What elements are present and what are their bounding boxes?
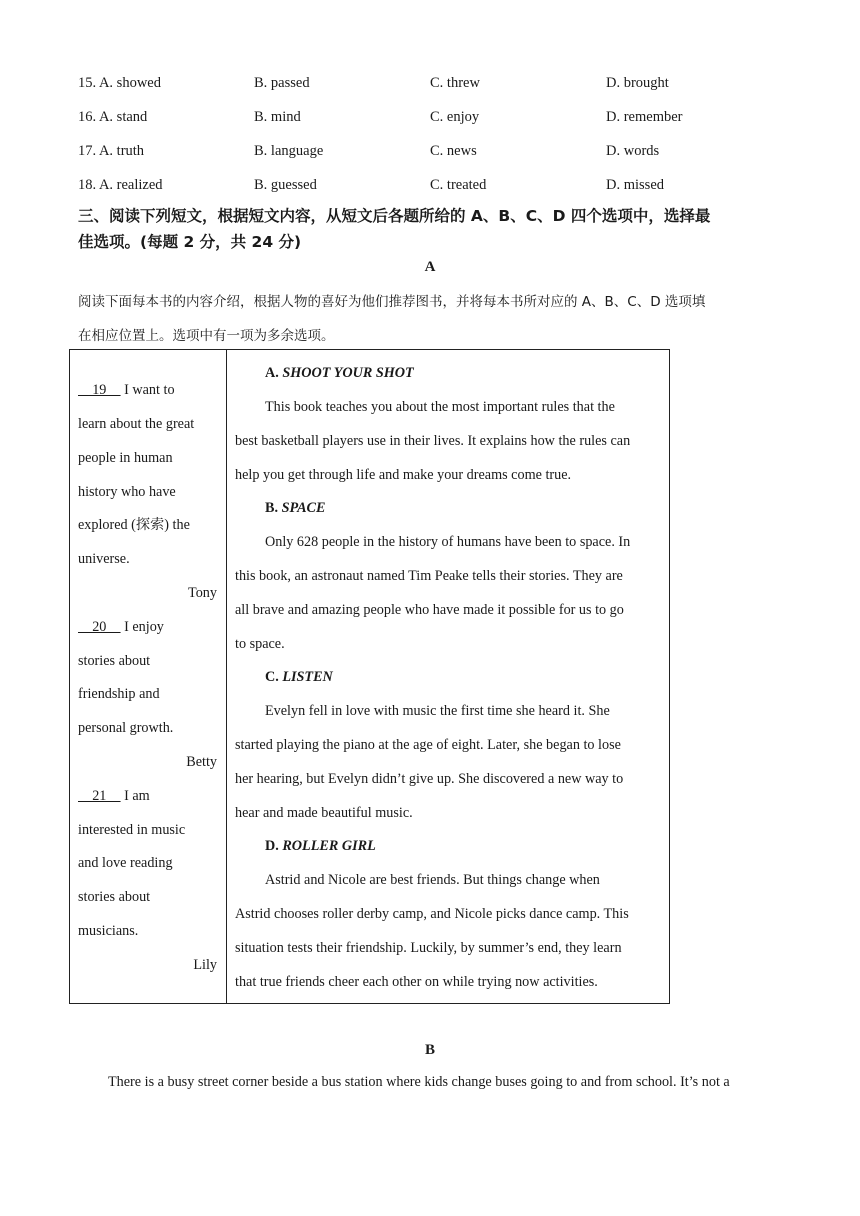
person-line: people in human: [78, 450, 173, 466]
book-title: C. LISTEN: [265, 669, 333, 685]
option-c: C. news: [430, 143, 477, 159]
book-line: started playing the piano at the age of eight. Later, she began to lose: [235, 737, 621, 753]
book-line: best basketball players use in their lives. It explains how the rules can: [235, 433, 631, 449]
person-line: 21 I am: [78, 788, 150, 804]
option-row: [78, 73, 798, 93]
book-line: Only 628 people in the history of humans have been to space. In: [265, 534, 631, 550]
option-b: B. guessed: [254, 177, 317, 193]
option-c: C. enjoy: [430, 109, 480, 125]
book-line: Astrid chooses roller derby camp, and Nicole picks dance camp. This: [235, 906, 629, 922]
person-line: friendship and: [78, 686, 160, 702]
book-line: Evelyn fell in love with music the first time she heard it. She: [265, 703, 610, 719]
passage-a-intro: [78, 285, 784, 353]
answer-blank[interactable]: 19: [78, 382, 121, 398]
passage-b-text: There is a busy street corner beside a bus station where kids change buses going to and from school. It’s not a: [108, 1074, 730, 1090]
person-line: explored (探索) the: [78, 517, 190, 533]
option-b: B. mind: [254, 109, 301, 125]
passage-a-letter: A: [424, 259, 436, 275]
option-d: D. remember: [606, 109, 683, 125]
section-heading-line: 三、阅读下列短文，根据短文内容，从短文后各题所给的 A、B、C、D 四个选项中，选择最: [78, 207, 711, 225]
option-a: 17. A. truth: [78, 143, 145, 159]
person-line: and love reading: [78, 855, 173, 871]
option-row: [78, 141, 798, 161]
book-title: B. SPACE: [265, 500, 326, 516]
book-line: this book, an astronaut named Tim Peake tells their stories. They are: [235, 568, 623, 584]
book-line: to space.: [235, 636, 285, 652]
option-c: C. threw: [430, 75, 480, 91]
person-line: interested in music: [78, 822, 186, 838]
option-b: B. language: [254, 143, 324, 159]
person-line: 19 I want to: [78, 382, 175, 398]
book-line: hear and made beautiful music.: [235, 805, 413, 821]
book-line: situation tests their friendship. Luckily, by summer’s end, they learn: [235, 940, 622, 956]
section-heading-line: 佳选项。(每题 2 分，共 24 分): [78, 233, 302, 251]
person-line: history who have: [78, 484, 176, 500]
book-title: A. SHOOT YOUR SHOT: [265, 365, 414, 381]
person-line: personal growth.: [78, 720, 174, 736]
option-a: 18. A. realized: [78, 177, 163, 193]
option-row: [78, 107, 798, 127]
person-line: learn about the great: [78, 416, 195, 432]
book-line: her hearing, but Evelyn didn’t give up. She discovered a new way to: [235, 771, 624, 787]
book-line: Astrid and Nicole are best friends. But things change when: [265, 872, 600, 888]
person-line: universe.: [78, 551, 130, 567]
intro-line: 阅读下面每本书的内容介绍，根据人物的喜好为他们推荐图书，并将每本书所对应的 A、B、C、D 选项填: [78, 294, 706, 310]
answer-blank[interactable]: 20: [78, 619, 121, 635]
intro-line: 在相应位置上。选项中有一项为多余选项。: [78, 328, 335, 344]
option-a: 15. A. showed: [78, 75, 161, 91]
book-line: that true friends cheer each other on while trying now activities.: [235, 974, 598, 990]
option-d: D. brought: [606, 75, 669, 91]
passage-b-letter: B: [424, 1042, 435, 1058]
book-line: This book teaches you about the most important rules that the: [265, 399, 615, 415]
table-divider: [226, 349, 227, 1004]
person-name: Lily: [193, 957, 217, 973]
option-a: 16. A. stand: [78, 109, 148, 125]
person-line: 20 I enjoy: [78, 619, 164, 635]
option-b: B. passed: [254, 75, 310, 91]
person-line: stories about: [78, 653, 151, 669]
book-title: D. ROLLER GIRL: [265, 838, 376, 854]
option-d: D. missed: [606, 177, 664, 193]
person-name: Tony: [188, 585, 217, 601]
book-line: all brave and amazing people who have made it possible for us to go: [235, 602, 624, 618]
person-name: Betty: [186, 754, 217, 770]
option-c: C. treated: [430, 177, 487, 193]
answer-blank[interactable]: 21: [78, 788, 121, 804]
option-row: [78, 175, 798, 195]
book-line: help you get through life and make your dreams come true.: [235, 467, 572, 483]
person-line: stories about: [78, 889, 151, 905]
section-heading: [78, 203, 788, 255]
option-d: D. words: [606, 143, 660, 159]
person-line: musicians.: [78, 923, 139, 939]
